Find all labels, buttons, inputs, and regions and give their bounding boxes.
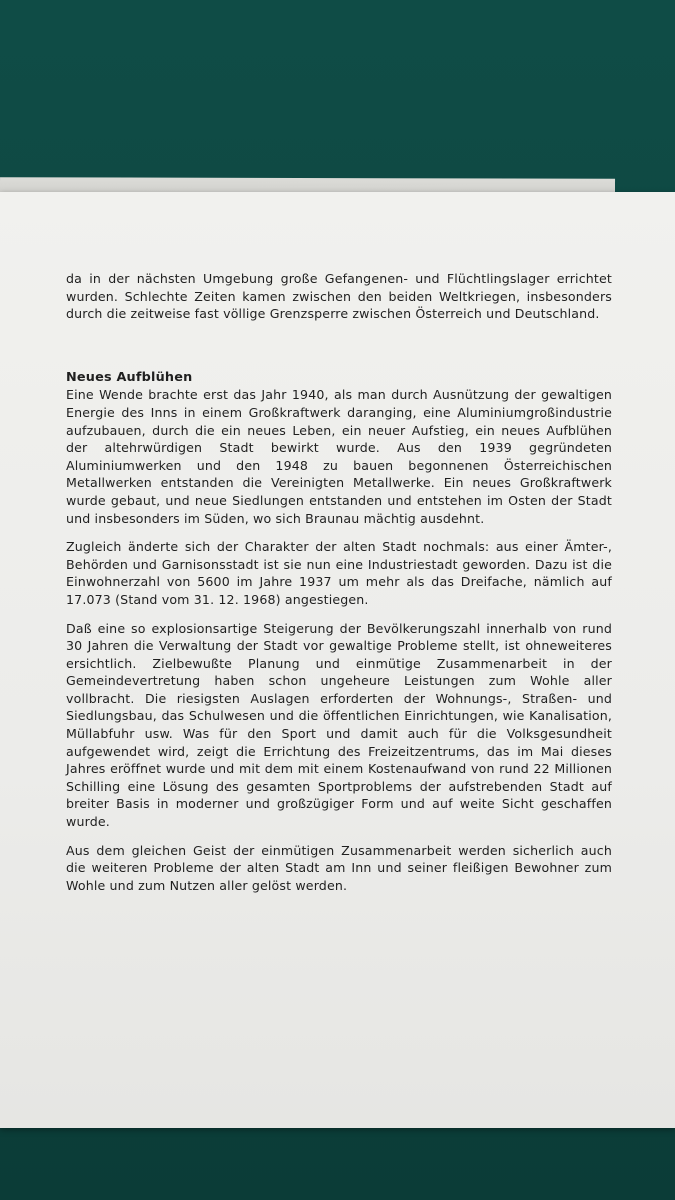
page-text-block — [66, 270, 612, 905]
intro-paragraph: da in der nächsten Umgebung große Gefangenen- und Flüchtlingslager errichtet wurden. Schlechte Zeiten kamen zwischen den beiden Weltkriegen, insbesonders durch die zeitweise fast völlige Grenzsperre zwischen Österreich und Deutschland. — [66, 271, 612, 322]
document-page — [0, 192, 675, 1128]
body-paragraph-3: Daß eine so explosionsartige Steigerung der Bevölkerungszahl innerhalb von rund 30 Jahren die Verwaltung der Stadt vor gewaltige Probleme stellt, ist ohneweiteres ersichtlich. Zielbewußte Planung und einmütige Zusammenarbeit in der Gemeindevertretung haben schon ungeheure Leistungen zum Wohle aller vollbracht. Die riesigsten Auslagen erforderten der Wohnungs-, Straßen- und Siedlungsbau, das Schulwesen und die öffentlichen Einrichtungen, wie Kanalisation, Müllabfuhr usw. Was für den Sport und damit auch für die Volksgesundheit aufgewendet wird, zeigt die Errichtung des Freizeitzentrums, das im Mai dieses Jahres eröffnet wurde und mit dem mit einem Kostenaufwand von rund 22 Millionen Schilling eine Lösung des gesamten Sportproblems der aufstrebenden Stadt auf breiter Basis in moderner und großzügiger Form und auf weite Sicht geschaffen wurde. — [66, 620, 612, 830]
section-spacer — [66, 323, 612, 369]
body-paragraph-4: Aus dem gleichen Geist der einmütigen Zusammenarbeit werden sicherlich auch die weiteren Probleme der alten Stadt am Inn und seiner fleißigen Bewohner zum Wohle und zum Nutzen aller gelöst werden. — [66, 842, 612, 893]
body-paragraph-2: Zugleich änderte sich der Charakter der alten Stadt nochmals: aus einer Ämter-, Behörden und Garnisonsstadt ist sie nun eine Industriestadt geworden. Dazu ist die Einwohnerzahl von 5600 im Jahre 1937 um mehr als das Dreifache, nämlich auf 17.073 (Stand vom 31. 12. 1968) angestiegen. — [66, 539, 612, 607]
section-heading: Neues Aufblühen — [66, 369, 193, 385]
body-paragraph-1: Eine Wende brachte erst das Jahr 1940, als man durch Ausnützung der gewaltigen Energie des Inns in einem Großkraftwerk daranging, eine Aluminiumgroßindustrie aufzubauen, durch die ein neues Leben, ein neuer Aufstieg, ein neues Aufblühen der altehrwürdigen Stadt bewirkt wurde. Aus den 1939 gegründeten Aluminiumwerken und den 1948 zu bauen begonnenen Österreichischen Metallwerken entstanden die Vereinigten Metallwerke. Ein neues Großkraftwerk wurde gebaut, und neue Siedlungen entstanden und entstehen im Osten der Stadt und insbesonders im Süden, wo sich Braunau mächtig ausdehnt. — [66, 387, 612, 526]
